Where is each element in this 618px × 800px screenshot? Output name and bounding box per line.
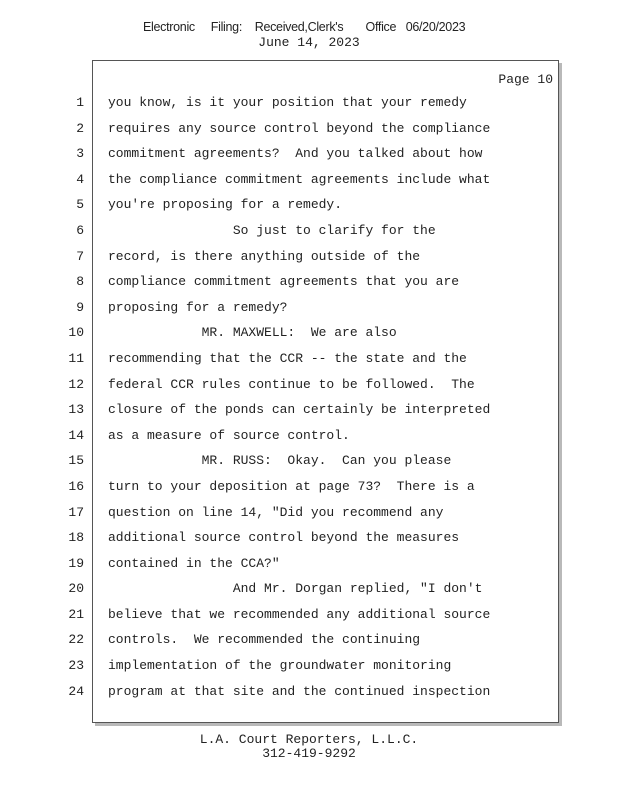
- line-number: 20: [68, 581, 84, 597]
- transcript-line: So just to clarify for the: [108, 222, 436, 238]
- transcript-line: federal CCR rules continue to be followed. The: [108, 376, 475, 392]
- line-number: 22: [68, 632, 84, 648]
- line-number-column: [60, 92, 84, 706]
- line-number: 6: [76, 222, 84, 238]
- line-number: 13: [68, 402, 84, 418]
- transcript-line: MR. RUSS: Okay. Can you please: [108, 453, 452, 469]
- transcript-date: June 14, 2023: [258, 35, 360, 50]
- line-number: 11: [68, 350, 84, 366]
- line-number: 9: [76, 299, 84, 315]
- transcript-line: implementation of the groundwater monitoring: [108, 658, 452, 674]
- transcript-line: turn to your deposition at page 73? There is a: [108, 478, 475, 494]
- line-number: 2: [76, 120, 84, 136]
- line-number: 10: [68, 325, 84, 341]
- transcript-line: requires any source control beyond the compliance: [108, 120, 491, 136]
- line-number: 14: [68, 427, 84, 443]
- transcript-line: compliance commitment agreements that you are: [108, 274, 460, 290]
- line-number: 23: [68, 658, 84, 674]
- line-number: 8: [76, 274, 84, 290]
- reporter-footer: [0, 733, 618, 761]
- line-number: 19: [68, 555, 84, 571]
- transcript-line: question on line 14, "Did you recommend any: [108, 504, 444, 520]
- line-number: 17: [68, 504, 84, 520]
- transcript-line: recommending that the CCR -- the state and the: [108, 350, 467, 366]
- transcript-line: the compliance commitment agreements include what: [108, 171, 491, 187]
- line-number: 4: [76, 171, 84, 187]
- transcript-line: commitment agreements? And you talked about how: [108, 146, 483, 162]
- line-number: 1: [76, 95, 84, 110]
- transcript-line: believe that we recommended any additional source: [108, 606, 491, 622]
- transcript-line: as a measure of source control.: [108, 427, 350, 443]
- transcript-line: controls. We recommended the continuing: [108, 632, 421, 648]
- page-number: Page 10: [498, 72, 553, 87]
- electronic-filing-stamp: [143, 20, 465, 34]
- transcript-line: program at that site and the continued inspection: [108, 683, 491, 699]
- reporter-company: L.A. Court Reporters, L.L.C.: [199, 732, 419, 747]
- stamp-filing: Filing:: [210, 20, 243, 34]
- line-number: 7: [76, 248, 84, 264]
- transcript-line: And Mr. Dorgan replied, "I don't: [108, 581, 483, 597]
- transcript-line: contained in the CCA?": [108, 555, 280, 571]
- line-number: 16: [68, 478, 84, 494]
- stamp-office: Office: [365, 20, 397, 34]
- transcript-line: record, is there anything outside of the: [108, 248, 421, 264]
- transcript-line: additional source control beyond the measures: [108, 530, 460, 546]
- line-number: 3: [76, 146, 84, 162]
- line-number: 21: [68, 606, 84, 622]
- line-number: 15: [68, 453, 84, 469]
- stamp-date: 06/20/2023: [405, 20, 466, 34]
- transcript-line: MR. MAXWELL: We are also: [108, 325, 397, 341]
- line-number: 18: [68, 530, 84, 546]
- stamp-received: Received,Clerk's: [254, 20, 344, 34]
- transcript-line: you know, is it your position that your remedy: [108, 95, 467, 110]
- line-number: 24: [68, 683, 84, 699]
- line-number: 12: [68, 376, 84, 392]
- transcript-line: closure of the ponds can certainly be interpreted: [108, 402, 491, 418]
- transcript-body: [108, 92, 553, 706]
- reporter-phone: 312-419-9292: [262, 746, 356, 761]
- transcript-line: you're proposing for a remedy.: [108, 197, 343, 213]
- line-number: 5: [76, 197, 84, 213]
- transcript-line: proposing for a remedy?: [108, 299, 288, 315]
- stamp-electronic: Electronic: [143, 20, 195, 34]
